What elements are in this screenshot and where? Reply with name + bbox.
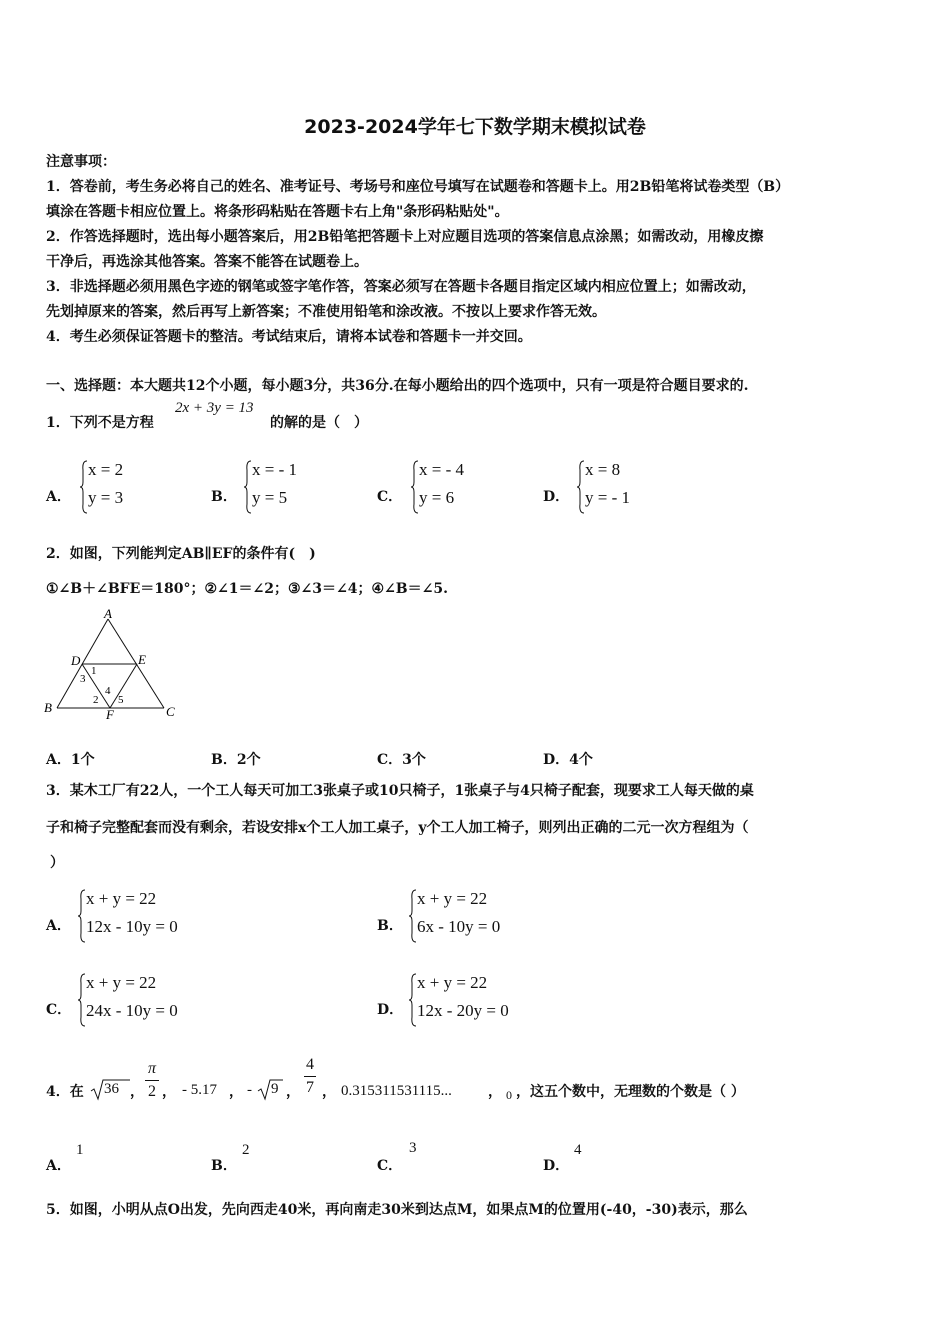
notice-line-7: 4．考生必须保证答题卡的整洁。考试结束后，请将本试卷和答题卡一并交回。 <box>46 329 532 345</box>
angle-1-label: 1 <box>91 665 97 677</box>
q4-neg-sign: - <box>247 1082 252 1098</box>
q3-option-b-label: B． <box>377 918 403 934</box>
q3-option-a-line2: 12x - 10y = 0 <box>86 917 178 936</box>
angle-3-label: 3 <box>80 673 86 685</box>
q2-figure <box>40 606 190 726</box>
q3-line-3: ） <box>50 855 64 871</box>
q1-option-d-line1: x = 8 <box>585 460 621 479</box>
q2-stem: 2．如图，下列能判定AB∥EF的条件有( ) <box>46 546 316 562</box>
notice-line-1: 1．答卷前，考生务必将自己的姓名、准考证号、考场号和座位号填写在试题卷和答题卡上。用2B铅笔将试卷类型（B） <box>46 179 790 195</box>
q1-equation: 2x + 3y = 13 <box>175 400 254 416</box>
q4-comma-1: ， <box>130 1084 144 1100</box>
q4-option-c-label: C． <box>377 1158 403 1174</box>
notice-line-2: 填涂在答题卡相应位置上。将条形码粘贴在答题卡右上角"条形码粘贴处"。 <box>46 204 509 220</box>
q1-option-b-label: B． <box>211 489 237 505</box>
q4-option-d-value: 4 <box>574 1142 582 1158</box>
notice-line-4: 干净后，再选涂其他答案。答案不能答在试题卷上。 <box>46 254 368 270</box>
triangle-figure <box>40 606 190 726</box>
brace-icon <box>80 460 88 514</box>
notice-line-5: 3．非选择题必须用黑色字迹的钢笔或签字笔作答，答案必须写在答题卡各题目指定区域内相应位置上；如需改动， <box>46 279 756 295</box>
q1-option-a-line1: x = 2 <box>88 460 124 479</box>
q1-suffix: 的解的是（ ） <box>270 415 368 431</box>
angle-4-label: 4 <box>105 685 111 697</box>
q1-option-a-label: A． <box>46 489 71 505</box>
q3-option-a-line1: x + y = 22 <box>86 889 157 908</box>
brace-icon <box>411 460 419 514</box>
label-b: B <box>44 700 52 715</box>
q4-comma-6: ， <box>488 1084 502 1100</box>
q3-option-a-label: A． <box>46 918 71 934</box>
q4-pi-num: π <box>147 1060 156 1077</box>
notice-heading: 注意事项： <box>46 154 116 170</box>
brace-icon <box>577 460 585 514</box>
label-f: F <box>106 707 114 722</box>
q4-option-d-label: D． <box>543 1158 570 1174</box>
q4-prefix: 4．在 <box>46 1084 84 1100</box>
sqrt-icon <box>257 1078 283 1102</box>
label-d: D <box>71 653 81 668</box>
q3-option-d-label: D． <box>377 1002 404 1018</box>
q4-pi-den: 2 <box>148 1083 156 1100</box>
label-e: E <box>138 652 146 667</box>
q3-option-c-line2: 24x - 10y = 0 <box>86 1001 178 1020</box>
q4-suffix: ，这五个数中，无理数的个数是（ ） <box>516 1084 745 1100</box>
q4-neg-517: - 5.17 <box>182 1082 217 1098</box>
q1-option-c-label: C． <box>377 489 403 505</box>
q4-pi-over-2 <box>145 1060 159 1101</box>
q4-frac-den: 7 <box>306 1079 314 1096</box>
q1-option-c-line1: x = - 4 <box>419 460 464 479</box>
q1-option-b-line2: y = 5 <box>252 488 288 507</box>
q2-option-a: A．1个 <box>46 752 95 768</box>
q3-option-d-line1: x + y = 22 <box>417 973 488 992</box>
q3-option-c-line1: x + y = 22 <box>86 973 157 992</box>
q4-fraction-4-7 <box>304 1056 316 1097</box>
q4-comma-2: ， <box>162 1084 176 1100</box>
q4-frac-num: 4 <box>306 1056 314 1073</box>
fraction-bar <box>145 1080 159 1081</box>
fraction-bar <box>304 1076 316 1077</box>
q3-option-d-line2: 12x - 20y = 0 <box>417 1001 509 1020</box>
q1-prefix: 1．下列不是方程 <box>46 415 154 431</box>
q5-stem: 5．如图，小明从点O出发，先向西走40米，再向南走30米到达点M，如果点M的位置用(-40，-30)表示，那么 <box>46 1202 748 1218</box>
q1-option-c-line2: y = 6 <box>419 488 455 507</box>
q1-option-a-line2: y = 3 <box>88 488 124 507</box>
q3-line-2: 子和椅子完整配套而没有剩余，若设安排x个工人加工桌子，y个工人加工椅子，则列出正确的二元一次方程组为（ <box>46 820 749 836</box>
q4-option-a-value: 1 <box>76 1142 84 1158</box>
q3-line-1: 3．某木工厂有22人，一个工人每天可加工3张桌子或10只椅子，1张桌子与4只椅子配套，现要求工人每天做的桌 <box>46 783 754 799</box>
q4-comma-3: ， <box>229 1084 243 1100</box>
brace-icon <box>409 973 417 1027</box>
brace-icon <box>244 460 252 514</box>
q4-option-b-value: 2 <box>242 1142 250 1158</box>
label-c: C <box>166 704 175 719</box>
q4-comma-4: ， <box>286 1084 300 1100</box>
brace-icon <box>78 973 86 1027</box>
angle-2-label: 2 <box>93 694 99 706</box>
notice-line-3: 2．作答选择题时，选出每小题答案后，用2B铅笔把答题卡上对应题目选项的答案信息点涂黑；如需改动，用橡皮擦 <box>46 229 764 245</box>
q2-option-c: C．3个 <box>377 752 426 768</box>
q4-option-c-value: 3 <box>409 1140 417 1156</box>
q3-option-b-line1: x + y = 22 <box>417 889 488 908</box>
q1-option-d-label: D． <box>543 489 570 505</box>
q2-option-b: B．2个 <box>211 752 261 768</box>
page-title: 2023-2024学年七下数学期末模拟试卷 <box>304 116 646 138</box>
angle-5-label: 5 <box>118 694 124 706</box>
q4-zero: 0 <box>506 1088 512 1102</box>
q4-option-b-label: B． <box>211 1158 237 1174</box>
q2-option-d: D．4个 <box>543 752 593 768</box>
brace-icon <box>409 889 417 943</box>
q1-option-b-line1: x = - 1 <box>252 460 297 479</box>
brace-icon <box>78 889 86 943</box>
q4-option-a-label: A． <box>46 1158 71 1174</box>
label-a: A <box>104 606 112 621</box>
q3-option-b-line2: 6x - 10y = 0 <box>417 917 501 936</box>
section-heading: 一、选择题：本大题共12个小题，每小题3分，共36分.在每小题给出的四个选项中，只有一项是符合题目要求的. <box>46 378 749 394</box>
q4-repeating: 0.315311531115... <box>341 1083 452 1099</box>
q4-sqrt36-value: 36 <box>104 1081 119 1097</box>
q4-comma-5: ， <box>322 1084 336 1100</box>
notice-line-6: 先划掉原来的答案，然后再写上新答案；不准使用铅笔和涂改液。不按以上要求作答无效。 <box>46 304 606 320</box>
q1-option-d-line2: y = - 1 <box>585 488 630 507</box>
q2-conditions: ①∠B＋∠BFE＝180°；②∠1＝∠2；③∠3＝∠4；④∠B＝∠5. <box>46 581 448 597</box>
q3-option-c-label: C． <box>46 1002 72 1018</box>
q4-sqrt9-value: 9 <box>271 1081 279 1097</box>
